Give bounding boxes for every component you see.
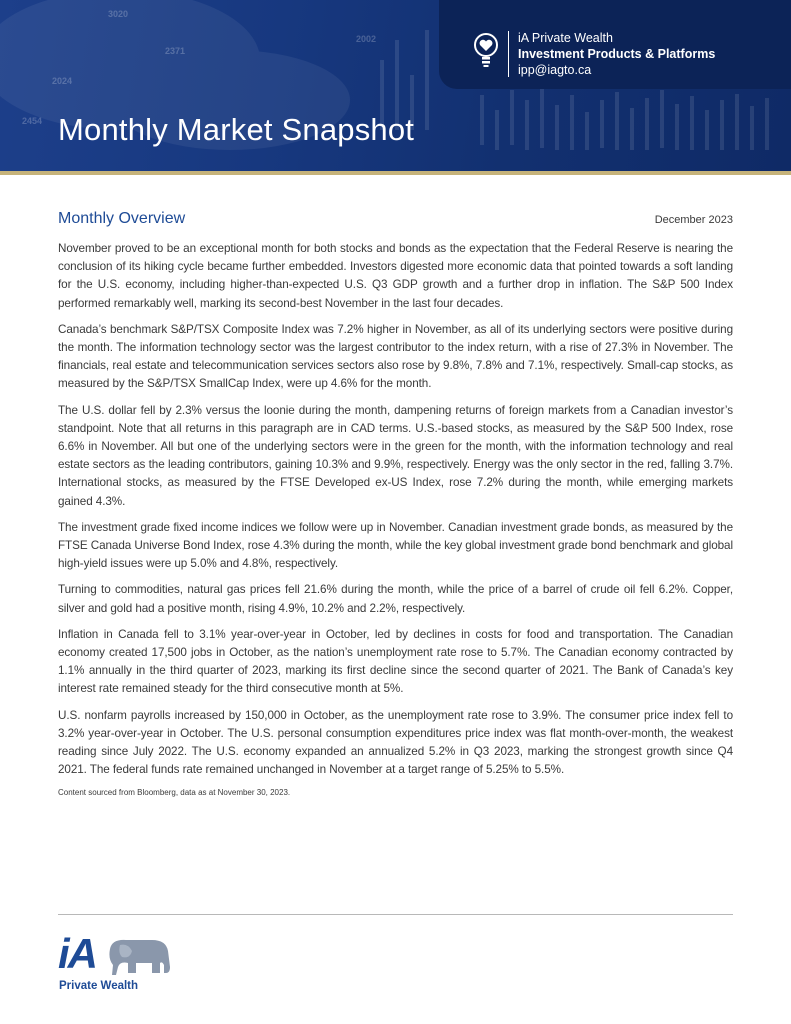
logo-subtitle: Private Wealth xyxy=(59,980,139,992)
contact-email[interactable]: ipp@iagto.ca xyxy=(518,63,592,77)
overview-paragraph: Turning to commodities, natural gas prices fell 21.6% during the month, while the price of a barrel of crude oil fell 6.2%. Copper, silver and gold had a positive month, rising 4.9%, 10.2% and 2.2%, respectively. xyxy=(58,583,733,615)
overview-paragraph: November proved to be an exceptional month for both stocks and bonds as the expectation that the Federal Reserve is nearing the conclusion of its hiking cycle became further embedded. Investors digested more economic data that pointed towards a soft landing for the U.S. economy, including higher-than-expected U.S. Q3 GDP growth and a further drop in inflation. The S&P 500 Index performed remarkably well, marking its second-best November in the last four decades. xyxy=(58,242,733,310)
department-name: Investment Products & Platforms xyxy=(518,47,716,61)
overview-content xyxy=(58,240,733,798)
bg-number: 2371 xyxy=(165,46,186,56)
lightbulb-heart-icon xyxy=(473,33,499,69)
elephant-logo-icon xyxy=(106,937,174,977)
overview-paragraph: The investment grade fixed income indices we follow were up in November. Canadian investment grade bonds, as measured by the FTSE Canada Universe Bond Index, rose 4.3% during the month, while the key global investment grade bond benchmark and global high-yield issues were up 5.0% and 4.8%, respectively. xyxy=(58,520,733,571)
footer-divider xyxy=(58,914,733,915)
bg-number: 2454 xyxy=(22,116,43,126)
bg-number: 3020 xyxy=(108,9,129,19)
page-title: Monthly Market Snapshot xyxy=(58,112,415,147)
overview-paragraph: Inflation in Canada fell to 3.1% year-over-year in October, led by declines in costs for food and transportation. The Canadian economy created 17,500 jobs in October, as the nation’s unemployment rate rose to 5.7%. The Canadian economy contracted by 1.1% annually in the third quarter of 2023, marking its first decline since the second quarter of 2021. The Bank of Canada’s key interest rate remained steady for the third consecutive month at 5%. xyxy=(58,627,733,696)
source-note: Content sourced from Bloomberg, data as at November 30, 2023. xyxy=(58,788,291,798)
ia-private-wealth-logo xyxy=(58,930,178,998)
overview-paragraph: Canada’s benchmark S&P/TSX Composite Index was 7.2% higher in November, as all of its underlying sectors were positive during the month. The information technology sector was the largest contributor to the index return, with a rise of 27.3% in November. The financials, real estate and telecommunication services sectors also rose by 9.8%, 7.8% and 7.1%, respectively. Small-cap stocks, as measured by the S&P/TSX SmallCap Index, were up 4.6% for the month. xyxy=(58,322,733,391)
logo-ia-text: iA xyxy=(58,930,96,977)
overview-paragraph: U.S. nonfarm payrolls increased by 150,000 in October, as the unemployment rate rose to 3.9%. The consumer price index fell to 3.2% year-over-year in October. The U.S. personal consumption expenditures price index was flat month-over-month, the weakest reading since July 2022. The U.S. economy expanded an annualized 5.2% in Q3 2023, marking the strongest growth since Q4 2021. The federal funds rate remained unchanged in November at a target range of 5.25% to 5.5%. xyxy=(58,708,733,777)
section-heading: Monthly Overview xyxy=(58,210,186,227)
contact-divider xyxy=(508,31,509,77)
bg-number: 2024 xyxy=(52,76,73,86)
contact-box xyxy=(439,0,791,89)
brand-line: iA Private Wealth xyxy=(518,31,613,45)
gold-divider xyxy=(0,171,791,175)
contact-text xyxy=(518,30,715,78)
bg-number: 2002 xyxy=(356,34,377,44)
report-date: December 2023 xyxy=(654,214,733,226)
overview-paragraph: The U.S. dollar fell by 2.3% versus the loonie during the month, dampening returns of foreign markets from a Canadian investor’s standpoint. Note that all returns in this paragraph are in CAD terms. U.S.-based stocks, as measured by the S&P 500 Index, rose 6.6% in November. All but one of the underlying sectors were in the green for the month, with the information technology and real estate sectors as the leading contributors, gaining 10.3% and 9.9%, respectively. Energy was the only sector in the red, falling 3.7%. International stocks, as measured by the FTSE Developed ex-US Index, rose 7.2% during the month, while emerging markets gained 4.3%. xyxy=(58,403,733,508)
header-banner xyxy=(0,0,791,171)
